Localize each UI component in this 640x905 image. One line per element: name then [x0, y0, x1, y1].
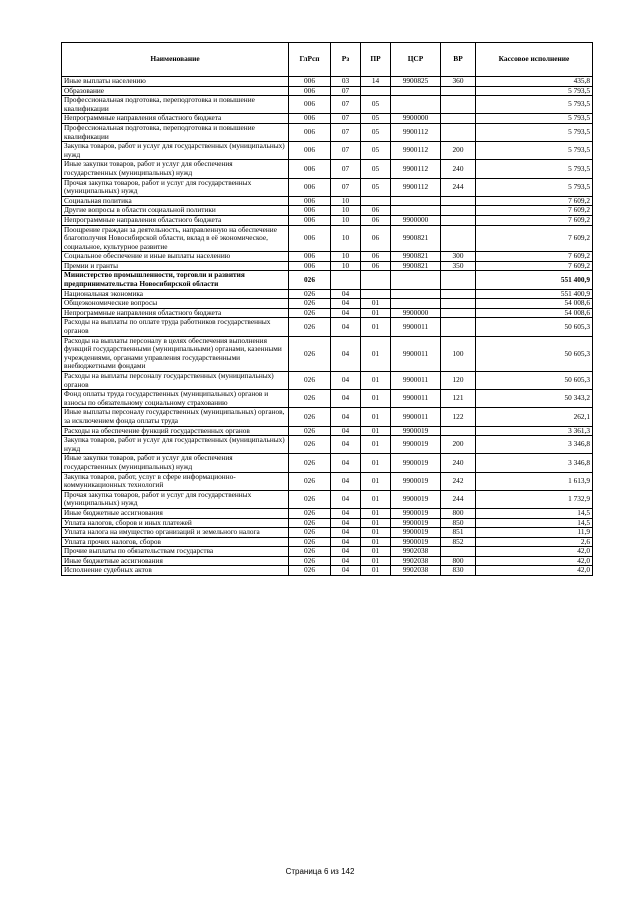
cell-glrsp: 026 [289, 528, 331, 538]
budget-table-sheet [61, 42, 592, 576]
cell-amount: 54 008,6 [476, 299, 593, 309]
cell-pr: 05 [361, 114, 391, 124]
cell-pr: 01 [361, 426, 391, 436]
table-row [62, 215, 593, 225]
cell-pr: 06 [361, 215, 391, 225]
cell-amount: 11,9 [476, 528, 593, 538]
table-row [62, 114, 593, 124]
cell-pr [361, 196, 391, 206]
cell-amount: 3 346,8 [476, 454, 593, 472]
cell-vr: 200 [441, 436, 476, 454]
cell-rz: 04 [331, 436, 361, 454]
cell-pr: 01 [361, 336, 391, 371]
table-row [62, 299, 593, 309]
cell-name: Общеэкономические вопросы [62, 299, 289, 309]
table-row [62, 436, 593, 454]
cell-glrsp: 026 [289, 490, 331, 508]
cell-name: Прочие выплаты по обязательствам государства [62, 547, 289, 557]
cell-csr: 9900019 [391, 472, 441, 490]
cell-rz: 07 [331, 86, 361, 96]
cell-glrsp: 026 [289, 436, 331, 454]
table-row [62, 426, 593, 436]
cell-vr: 852 [441, 537, 476, 547]
cell-vr: 242 [441, 472, 476, 490]
cell-amount: 42,0 [476, 556, 593, 566]
cell-pr: 06 [361, 261, 391, 271]
table-row [62, 390, 593, 408]
cell-pr: 01 [361, 318, 391, 336]
cell-pr: 01 [361, 547, 391, 557]
cell-glrsp: 026 [289, 556, 331, 566]
cell-pr: 01 [361, 408, 391, 426]
cell-glrsp: 026 [289, 318, 331, 336]
cell-vr [441, 96, 476, 114]
cell-glrsp: 006 [289, 261, 331, 271]
cell-glrsp: 026 [289, 537, 331, 547]
cell-vr: 350 [441, 261, 476, 271]
cell-csr: 9900011 [391, 336, 441, 371]
cell-glrsp: 006 [289, 225, 331, 252]
table-header-row [62, 43, 593, 77]
cell-csr: 9900821 [391, 252, 441, 262]
cell-pr [361, 289, 391, 299]
cell-csr: 9900019 [391, 426, 441, 436]
cell-pr: 01 [361, 556, 391, 566]
cell-rz: 10 [331, 215, 361, 225]
table-row [62, 408, 593, 426]
cell-pr: 01 [361, 308, 391, 318]
cell-amount: 7 609,2 [476, 261, 593, 271]
cell-name: Иные бюджетные ассигнования [62, 508, 289, 518]
cell-name: Расходы на выплаты по оплате труда работников государственных органов [62, 318, 289, 336]
table-row [62, 271, 593, 289]
cell-amount: 54 008,6 [476, 308, 593, 318]
cell-csr: 9902038 [391, 556, 441, 566]
cell-rz: 03 [331, 77, 361, 87]
cell-name: Социальная политика [62, 196, 289, 206]
cell-glrsp: 026 [289, 271, 331, 289]
cell-vr [441, 215, 476, 225]
cell-pr: 01 [361, 454, 391, 472]
table-row [62, 225, 593, 252]
cell-pr: 01 [361, 299, 391, 309]
cell-csr: 9900112 [391, 160, 441, 178]
cell-name: Прочая закупка товаров, работ и услуг для государственных (муниципальных) нужд [62, 490, 289, 508]
cell-vr: 851 [441, 528, 476, 538]
cell-csr: 9900019 [391, 528, 441, 538]
cell-amount: 42,0 [476, 547, 593, 557]
cell-pr: 05 [361, 160, 391, 178]
cell-amount: 3 346,8 [476, 436, 593, 454]
cell-rz: 07 [331, 123, 361, 141]
table-row [62, 518, 593, 528]
cell-name: Закупка товаров, работ и услуг для государственных (муниципальных) нужд [62, 436, 289, 454]
cell-name: Расходы на выплаты персоналу государственных (муниципальных) органов [62, 372, 289, 390]
cell-rz: 10 [331, 225, 361, 252]
cell-csr: 9900019 [391, 537, 441, 547]
cell-pr: 01 [361, 566, 391, 576]
cell-name: Исполнение судебных актов [62, 566, 289, 576]
cell-pr: 01 [361, 528, 391, 538]
cell-amount: 5 793,5 [476, 96, 593, 114]
cell-csr: 9900019 [391, 508, 441, 518]
cell-pr: 01 [361, 372, 391, 390]
table-row [62, 528, 593, 538]
cell-pr: 06 [361, 206, 391, 216]
cell-rz: 07 [331, 142, 361, 160]
cell-pr: 01 [361, 518, 391, 528]
cell-amount: 7 609,2 [476, 206, 593, 216]
cell-name: Образование [62, 86, 289, 96]
cell-amount: 7 609,2 [476, 196, 593, 206]
cell-rz: 04 [331, 289, 361, 299]
cell-rz: 04 [331, 528, 361, 538]
cell-glrsp: 026 [289, 518, 331, 528]
cell-pr: 06 [361, 252, 391, 262]
header-vr: ВР [441, 43, 476, 77]
cell-rz: 04 [331, 454, 361, 472]
cell-vr [441, 289, 476, 299]
cell-amount: 50 605,3 [476, 372, 593, 390]
cell-glrsp: 026 [289, 299, 331, 309]
table-row [62, 160, 593, 178]
cell-csr [391, 86, 441, 96]
cell-csr: 9900011 [391, 390, 441, 408]
cell-vr [441, 114, 476, 124]
cell-amount: 50 605,3 [476, 318, 593, 336]
cell-csr [391, 206, 441, 216]
cell-glrsp: 026 [289, 454, 331, 472]
cell-rz: 07 [331, 114, 361, 124]
cell-vr: 244 [441, 178, 476, 196]
table-row [62, 86, 593, 96]
cell-amount: 262,1 [476, 408, 593, 426]
header-amount: Кассовое исполнение [476, 43, 593, 77]
cell-rz: 10 [331, 196, 361, 206]
cell-glrsp: 006 [289, 252, 331, 262]
cell-csr: 9902038 [391, 566, 441, 576]
cell-amount: 5 793,5 [476, 123, 593, 141]
cell-amount: 5 793,5 [476, 114, 593, 124]
cell-amount: 435,8 [476, 77, 593, 87]
table-row [62, 123, 593, 141]
cell-amount: 5 793,5 [476, 178, 593, 196]
cell-csr: 9900019 [391, 436, 441, 454]
cell-rz: 04 [331, 372, 361, 390]
cell-pr: 14 [361, 77, 391, 87]
header-name: Наименование [62, 43, 289, 77]
cell-vr: 360 [441, 77, 476, 87]
cell-csr: 9900821 [391, 225, 441, 252]
table-row [62, 556, 593, 566]
cell-rz: 04 [331, 336, 361, 371]
table-row [62, 490, 593, 508]
cell-glrsp: 026 [289, 336, 331, 371]
cell-glrsp: 006 [289, 123, 331, 141]
cell-name: Уплата налогов, сборов и иных платежей [62, 518, 289, 528]
cell-name: Расходы на выплаты персоналу в целях обеспечения выполнения функций государственными (муниципальными) органами, казенными учреждениями, органами управления государственными внебюджетными фондами [62, 336, 289, 371]
cell-rz: 07 [331, 178, 361, 196]
table-body [62, 77, 593, 576]
cell-csr: 9900000 [391, 308, 441, 318]
cell-rz: 10 [331, 261, 361, 271]
cell-rz: 04 [331, 547, 361, 557]
cell-name: Уплата налога на имущество организаций и земельного налога [62, 528, 289, 538]
cell-vr: 120 [441, 372, 476, 390]
cell-csr: 9900112 [391, 178, 441, 196]
cell-amount: 1 732,9 [476, 490, 593, 508]
cell-vr: 244 [441, 490, 476, 508]
table-row [62, 261, 593, 271]
table-row [62, 318, 593, 336]
cell-pr: 01 [361, 436, 391, 454]
cell-csr: 9900019 [391, 454, 441, 472]
cell-pr: 05 [361, 142, 391, 160]
header-rz: Рз [331, 43, 361, 77]
cell-pr: 01 [361, 390, 391, 408]
cell-name: Закупка товаров, работ, услуг в сфере информационно-коммуникационных технологий [62, 472, 289, 490]
cell-amount: 7 609,2 [476, 225, 593, 252]
cell-csr: 9900000 [391, 114, 441, 124]
cell-rz: 04 [331, 426, 361, 436]
cell-vr: 240 [441, 160, 476, 178]
cell-vr [441, 318, 476, 336]
cell-vr: 850 [441, 518, 476, 528]
cell-vr: 240 [441, 454, 476, 472]
cell-rz: 04 [331, 490, 361, 508]
cell-amount: 7 609,2 [476, 215, 593, 225]
cell-name: Профессиональная подготовка, переподготовка и повышение квалификации [62, 123, 289, 141]
cell-csr: 9900112 [391, 123, 441, 141]
cell-name: Профессиональная подготовка, переподготовка и повышение квалификации [62, 96, 289, 114]
cell-pr [361, 86, 391, 96]
table-row [62, 547, 593, 557]
cell-amount: 3 361,3 [476, 426, 593, 436]
cell-csr: 9900821 [391, 261, 441, 271]
cell-vr [441, 426, 476, 436]
cell-glrsp: 006 [289, 77, 331, 87]
cell-vr [441, 86, 476, 96]
cell-name: Закупка товаров, работ и услуг для государственных (муниципальных) нужд [62, 142, 289, 160]
cell-amount: 42,0 [476, 566, 593, 576]
cell-rz: 04 [331, 308, 361, 318]
header-csr: ЦСР [391, 43, 441, 77]
cell-vr [441, 547, 476, 557]
cell-vr [441, 225, 476, 252]
cell-amount: 5 793,5 [476, 86, 593, 96]
cell-glrsp: 026 [289, 426, 331, 436]
cell-name: Фонд оплаты труда государственных (муниципальных) органов и взносы по обязательному социальному страхованию [62, 390, 289, 408]
cell-glrsp: 006 [289, 96, 331, 114]
cell-glrsp: 006 [289, 196, 331, 206]
table-row [62, 336, 593, 371]
cell-amount: 50 343,2 [476, 390, 593, 408]
cell-name: Социальное обеспечение и иные выплаты населению [62, 252, 289, 262]
cell-pr: 01 [361, 537, 391, 547]
cell-name: Иные закупки товаров, работ и услуг для обеспечения государственных (муниципальных) нужд [62, 160, 289, 178]
cell-rz: 10 [331, 206, 361, 216]
cell-vr: 122 [441, 408, 476, 426]
cell-vr [441, 271, 476, 289]
cell-name: Иные выплаты персоналу государственных (муниципальных) органов, за исключением фонда оплаты труда [62, 408, 289, 426]
cell-rz: 10 [331, 252, 361, 262]
table-row [62, 196, 593, 206]
cell-vr: 800 [441, 556, 476, 566]
cell-pr [361, 271, 391, 289]
cell-csr: 9900019 [391, 518, 441, 528]
cell-csr: 9900011 [391, 318, 441, 336]
cell-amount: 551 400,9 [476, 271, 593, 289]
table-row [62, 252, 593, 262]
cell-pr: 05 [361, 123, 391, 141]
cell-csr: 9900011 [391, 408, 441, 426]
cell-name: Национальная экономика [62, 289, 289, 299]
cell-rz: 04 [331, 508, 361, 518]
cell-glrsp: 026 [289, 408, 331, 426]
cell-rz: 04 [331, 556, 361, 566]
cell-rz: 07 [331, 96, 361, 114]
cell-rz: 04 [331, 408, 361, 426]
cell-name: Расходы на обеспечение функций государственных органов [62, 426, 289, 436]
cell-amount: 14,5 [476, 518, 593, 528]
table-row [62, 142, 593, 160]
cell-rz: 04 [331, 537, 361, 547]
cell-pr: 01 [361, 508, 391, 518]
cell-name: Непрограммные направления областного бюджета [62, 308, 289, 318]
cell-name: Иные бюджетные ассигнования [62, 556, 289, 566]
cell-vr: 830 [441, 566, 476, 576]
cell-name: Поощрение граждан за деятельность, направленную на обеспечение благополучия Новосибирской области, вклад в её экономическое, социальное, культурное развитие [62, 225, 289, 252]
page-number: Страница 6 из 142 [285, 867, 355, 876]
cell-rz: 04 [331, 318, 361, 336]
cell-vr: 100 [441, 336, 476, 371]
cell-vr: 800 [441, 508, 476, 518]
cell-rz: 04 [331, 390, 361, 408]
cell-csr: 9900825 [391, 77, 441, 87]
cell-vr [441, 299, 476, 309]
cell-name: Уплата прочих налогов, сборов [62, 537, 289, 547]
cell-name: Премии и гранты [62, 261, 289, 271]
cell-pr: 05 [361, 178, 391, 196]
cell-glrsp: 026 [289, 390, 331, 408]
cell-csr: 9900019 [391, 490, 441, 508]
cell-csr [391, 271, 441, 289]
cell-rz: 04 [331, 472, 361, 490]
cell-amount: 5 793,5 [476, 142, 593, 160]
cell-vr: 121 [441, 390, 476, 408]
cell-amount: 1 613,9 [476, 472, 593, 490]
cell-rz: 04 [331, 566, 361, 576]
cell-pr: 01 [361, 490, 391, 508]
cell-vr [441, 308, 476, 318]
cell-name: Прочая закупка товаров, работ и услуг для государственных (муниципальных) нужд [62, 178, 289, 196]
table-row [62, 206, 593, 216]
table-row [62, 308, 593, 318]
cell-amount: 5 793,5 [476, 160, 593, 178]
cell-csr: 9902038 [391, 547, 441, 557]
cell-name: Иные закупки товаров, работ и услуг для обеспечения государственных (муниципальных) нужд [62, 454, 289, 472]
cell-amount: 2,6 [476, 537, 593, 547]
table-row [62, 289, 593, 299]
cell-name: Иные выплаты населению [62, 77, 289, 87]
cell-glrsp: 026 [289, 289, 331, 299]
cell-vr [441, 206, 476, 216]
cell-name: Другие вопросы в области социальной политики [62, 206, 289, 216]
cell-amount: 14,5 [476, 508, 593, 518]
cell-csr [391, 196, 441, 206]
table-row [62, 508, 593, 518]
table-row [62, 537, 593, 547]
table-row [62, 77, 593, 87]
cell-name: Непрограммные направления областного бюджета [62, 215, 289, 225]
cell-rz: 04 [331, 518, 361, 528]
cell-vr [441, 196, 476, 206]
cell-pr: 01 [361, 472, 391, 490]
cell-glrsp: 006 [289, 114, 331, 124]
table-row [62, 472, 593, 490]
table-row [62, 566, 593, 576]
cell-glrsp: 026 [289, 547, 331, 557]
cell-amount: 50 605,3 [476, 336, 593, 371]
cell-glrsp: 006 [289, 206, 331, 216]
table-row [62, 454, 593, 472]
cell-glrsp: 026 [289, 508, 331, 518]
cell-glrsp: 026 [289, 472, 331, 490]
cell-csr: 9900011 [391, 372, 441, 390]
cell-glrsp: 006 [289, 178, 331, 196]
cell-amount: 7 609,2 [476, 252, 593, 262]
budget-table [61, 42, 593, 576]
cell-glrsp: 006 [289, 142, 331, 160]
cell-rz: 07 [331, 160, 361, 178]
cell-rz [331, 271, 361, 289]
cell-csr [391, 299, 441, 309]
cell-csr [391, 289, 441, 299]
cell-glrsp: 006 [289, 215, 331, 225]
cell-pr: 05 [361, 96, 391, 114]
table-row [62, 96, 593, 114]
table-row [62, 178, 593, 196]
cell-csr: 9900112 [391, 142, 441, 160]
cell-rz: 04 [331, 299, 361, 309]
cell-name: Министерство промышленности, торговли и развития предпринимательства Новосибирской области [62, 271, 289, 289]
table-row [62, 372, 593, 390]
cell-csr [391, 96, 441, 114]
cell-glrsp: 026 [289, 308, 331, 318]
header-glrsp: ГлРсп [289, 43, 331, 77]
cell-vr: 200 [441, 142, 476, 160]
cell-name: Непрограммные направления областного бюджета [62, 114, 289, 124]
cell-glrsp: 026 [289, 372, 331, 390]
header-pr: ПР [361, 43, 391, 77]
cell-amount: 551 400,9 [476, 289, 593, 299]
cell-glrsp: 006 [289, 160, 331, 178]
cell-vr: 300 [441, 252, 476, 262]
cell-glrsp: 026 [289, 566, 331, 576]
cell-glrsp: 006 [289, 86, 331, 96]
cell-csr: 9900000 [391, 215, 441, 225]
cell-vr [441, 123, 476, 141]
cell-pr: 06 [361, 225, 391, 252]
